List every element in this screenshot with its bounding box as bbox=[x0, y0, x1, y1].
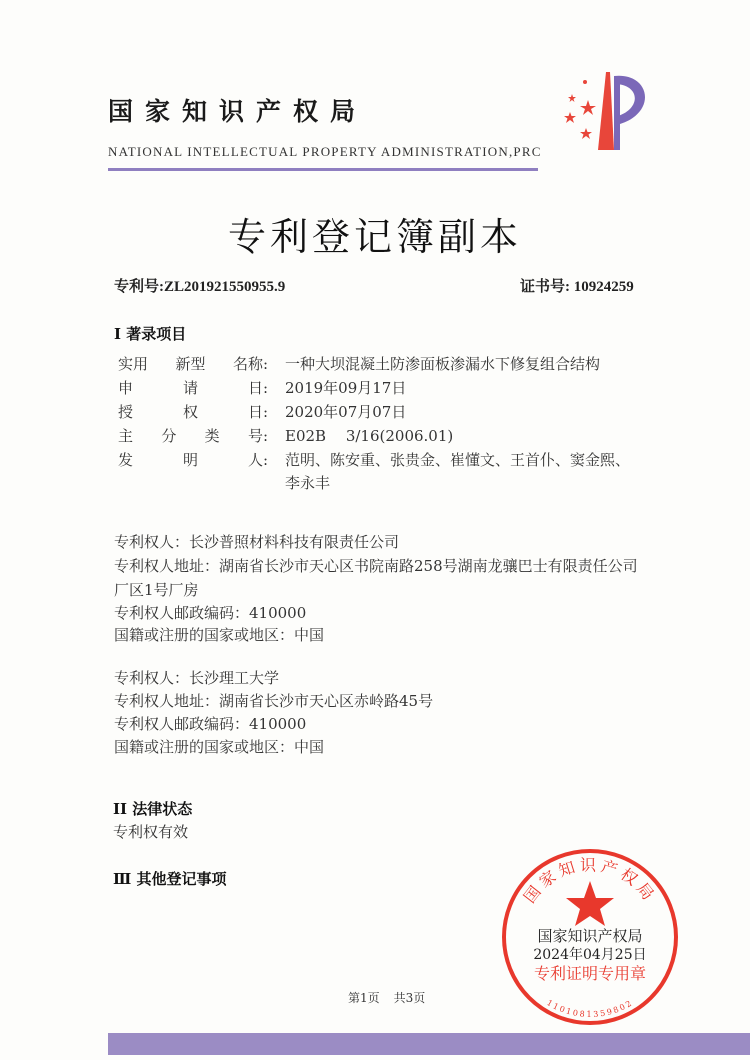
label-part: 明 bbox=[182, 451, 198, 469]
label-part: 请 bbox=[182, 379, 198, 397]
label-part: 新型 bbox=[175, 355, 206, 373]
section-other-matters-heading: Ⅲ 其他登记事项 bbox=[113, 870, 227, 888]
seal-ring-text: 国家知识产权局 bbox=[519, 855, 661, 907]
patentee-1-postcode: 专利权人邮政编码：410000 bbox=[114, 604, 307, 622]
patent-number: 专利号:ZL201921550955.9 bbox=[114, 279, 286, 295]
label-part: 分 bbox=[161, 427, 177, 445]
seal-overlay-date: 2024年04月25日 bbox=[533, 947, 647, 963]
label-part: 日: bbox=[247, 403, 268, 421]
patentee-1-country: 国籍或注册的国家或地区：中国 bbox=[114, 626, 325, 644]
label-filing-date bbox=[118, 377, 268, 398]
value-main-classification: E02B 3/16(2006.01) bbox=[285, 427, 454, 445]
label-part: 号: bbox=[247, 427, 268, 445]
label-utility-model-name bbox=[118, 353, 268, 374]
cnipa-logo-icon bbox=[558, 72, 658, 152]
value-inventors: 范明、陈安重、张贵金、崔懂文、王首仆、窦金熙、 bbox=[285, 451, 631, 469]
label-part: 发 bbox=[118, 451, 134, 469]
official-seal bbox=[495, 845, 685, 1030]
page-indicator bbox=[348, 989, 425, 1006]
total-pages: 共3页 bbox=[393, 991, 426, 1005]
star-icon bbox=[566, 881, 614, 926]
label-part: 申 bbox=[118, 379, 134, 397]
current-page: 第1页 bbox=[348, 991, 380, 1005]
patentee-1-name: 专利权人：长沙普照材料科技有限责任公司 bbox=[114, 533, 400, 551]
label-grant-date bbox=[118, 401, 268, 422]
patentee-2-postcode: 专利权人邮政编码：410000 bbox=[114, 715, 307, 733]
patentee-2-address: 专利权人地址：湖南省长沙市天心区赤岭路45号 bbox=[114, 692, 434, 710]
label-part: 名称: bbox=[232, 355, 268, 373]
label-part: 类 bbox=[204, 427, 220, 445]
footer-bar bbox=[108, 1033, 750, 1055]
legal-status-value: 专利权有效 bbox=[113, 823, 189, 841]
label-part: 授 bbox=[118, 403, 134, 421]
label-part: 日: bbox=[247, 379, 268, 397]
document-title: 专利登记簿副本 bbox=[227, 215, 522, 259]
value-grant-date: 2020年07月07日 bbox=[285, 403, 407, 421]
org-name-cn: 国家知识产权局 bbox=[108, 97, 368, 126]
label-inventors bbox=[118, 449, 268, 470]
patentee-2-country: 国籍或注册的国家或地区：中国 bbox=[114, 738, 325, 756]
certificate-number: 证书号: 10924259 bbox=[520, 279, 634, 295]
org-name-en: NATIONAL INTELLECTUAL PROPERTY ADMINISTRATION,PRC bbox=[108, 144, 542, 159]
patentee-2-name: 专利权人：长沙理工大学 bbox=[114, 669, 280, 687]
patentee-1-address-cont: 厂区1号厂房 bbox=[114, 581, 199, 599]
section-legal-status-heading: II 法律状态 bbox=[113, 800, 193, 818]
value-filing-date: 2019年09月17日 bbox=[285, 379, 407, 397]
seal-serial: 1101081359802 bbox=[545, 998, 635, 1019]
label-part: 人: bbox=[247, 451, 268, 469]
label-main-classification bbox=[118, 425, 268, 446]
label-part: 权 bbox=[182, 403, 198, 421]
seal-overlay-org: 国家知识产权局 bbox=[537, 927, 643, 945]
label-part: 主 bbox=[118, 427, 134, 445]
value-inventors-cont: 李永丰 bbox=[285, 474, 331, 492]
header-divider bbox=[108, 168, 538, 171]
patentee-1-address: 专利权人地址：湖南省长沙市天心区书院南路258号湖南龙骧巴士有限责任公司 bbox=[114, 557, 638, 575]
section-bibliographic-heading: I 著录项目 bbox=[114, 325, 187, 343]
seal-bottom-text: 专利证明专用章 bbox=[533, 964, 647, 983]
label-part: 实用 bbox=[118, 355, 149, 373]
value-utility-model-name: 一种大坝混凝土防渗面板渗漏水下修复组合结构 bbox=[285, 355, 601, 373]
